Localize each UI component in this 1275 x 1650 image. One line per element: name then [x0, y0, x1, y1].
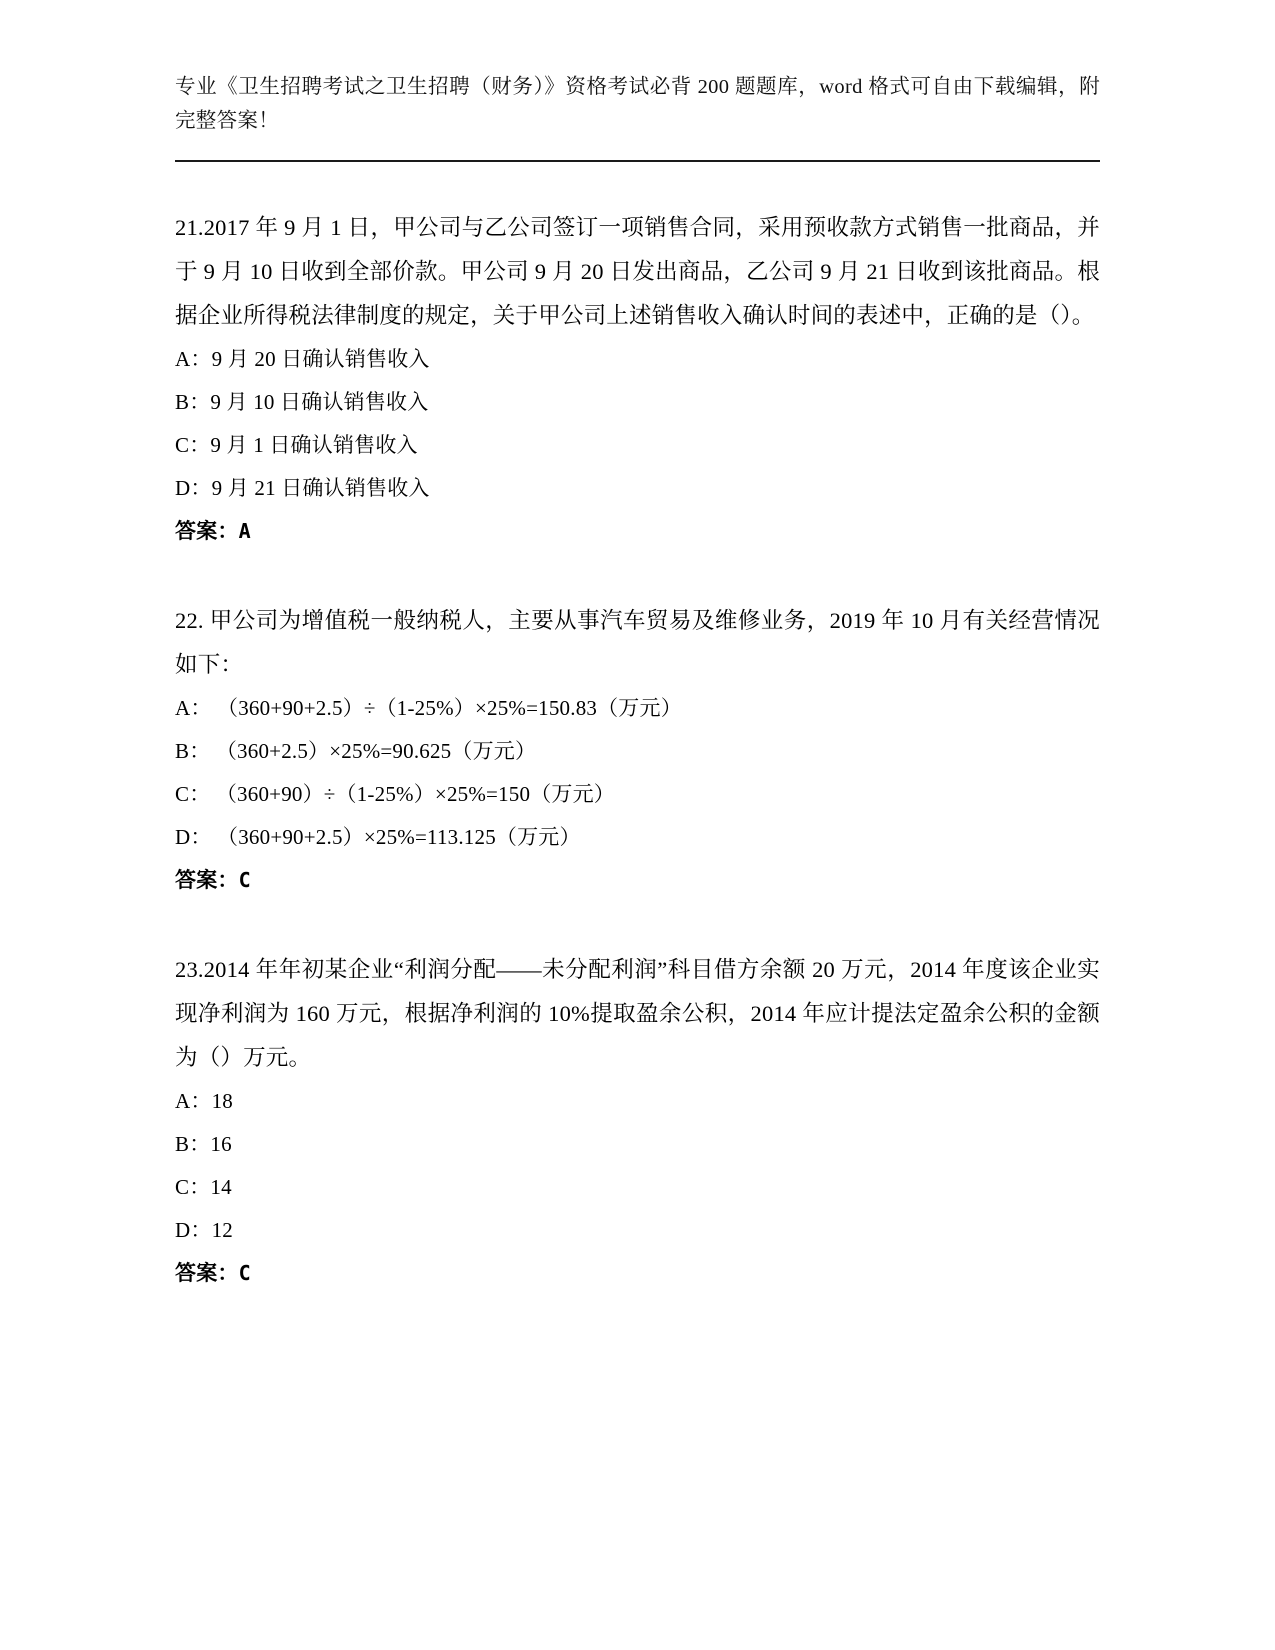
header-divider [175, 160, 1100, 162]
answer-label: 答案： [175, 519, 239, 543]
answer-value: C [238, 868, 251, 892]
question-option[interactable]: A： （360+90+2.5）÷（1-25%）×25%=150.83（万元） [175, 696, 682, 720]
question-option[interactable]: C：9 月 1 日确认销售收入 [175, 433, 418, 457]
question-option[interactable]: C： （360+90）÷（1-25%）×25%=150（万元） [175, 782, 615, 806]
question-option[interactable]: B：16 [175, 1132, 232, 1156]
question-option[interactable]: D：9 月 21 日确认销售收入 [175, 476, 430, 500]
question-stem: 23.2014 年年初某企业“利润分配——未分配利润”科目借方余额 20 万元，2014 年度该企业实现净利润为 160 万元，根据净利润的 10%提取盈余公积，2014 年应计提法定盈余公积的金额为（）万元。 [175, 957, 1100, 1070]
answer-value: C [238, 1261, 251, 1285]
answer-label: 答案： [175, 868, 239, 892]
question-option[interactable]: A：18 [175, 1089, 233, 1113]
question-stem: 22. 甲公司为增值税一般纳税人，主要从事汽车贸易及维修业务，2019 年 10 月有关经营情况如下： [175, 608, 1100, 677]
question-option[interactable]: D：12 [175, 1218, 233, 1242]
question-block [175, 599, 1100, 902]
question-option[interactable]: B： （360+2.5）×25%=90.625（万元） [175, 739, 537, 763]
questions-container [175, 206, 1100, 1295]
question-block [175, 206, 1100, 553]
question-option[interactable]: B：9 月 10 日确认销售收入 [175, 390, 429, 414]
question-answer [175, 1252, 1100, 1295]
document-header: 专业《卫生招聘考试之卫生招聘（财务）》资格考试必背 200 题题库，word 格式可自由下载编辑，附完整答案！ [175, 76, 1100, 132]
question-block [175, 948, 1100, 1295]
question-option[interactable]: C：14 [175, 1175, 232, 1199]
question-answer [175, 859, 1100, 902]
question-answer [175, 510, 1100, 553]
question-option[interactable]: D： （360+90+2.5）×25%=113.125（万元） [175, 825, 581, 849]
question-stem: 21.2017 年 9 月 1 日，甲公司与乙公司签订一项销售合同，采用预收款方式销售一批商品，并于 9 月 10 日收到全部价款。甲公司 9 月 20 日发出商品，乙公司 9 月 21 日收到该批商品。根据企业所得税法律制度的规定，关于甲公司上述销售收入确认时间的表述中，正确的是（）。 [175, 215, 1100, 328]
question-option[interactable]: A：9 月 20 日确认销售收入 [175, 347, 430, 371]
answer-label: 答案： [175, 1261, 239, 1285]
answer-value: A [238, 519, 251, 543]
